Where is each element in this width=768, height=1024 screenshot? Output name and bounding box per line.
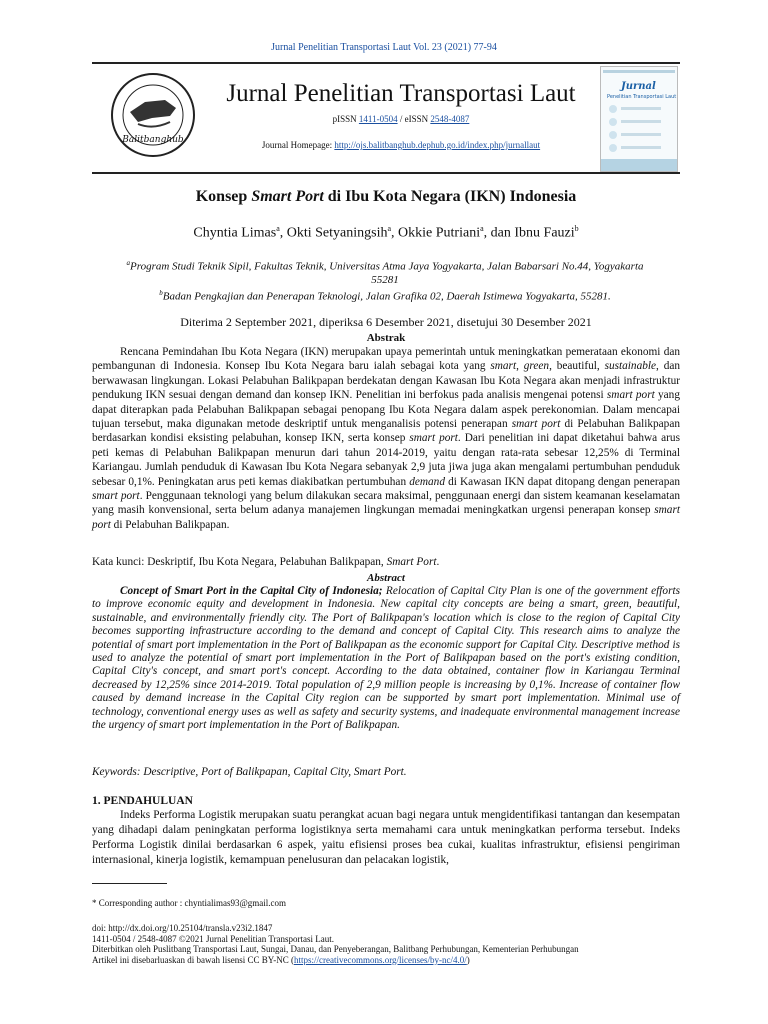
cover-title-1: Jurnal	[621, 81, 656, 92]
kata-kunci: Kata kunci: Deskriptif, Ibu Kota Negara, Pelabuhan Balikpapan, Smart Port.	[92, 556, 440, 568]
journal-title: Jurnal Penelitian Transportasi Laut	[226, 80, 576, 107]
intro-paragraph: Indeks Performa Logistik merupakan suatu perangkat acuan bagi negara untuk mengidentifikasi tantangan dan kesempatan yang dihadapi dalam peningkatan performa logistiknya serta memahami cara untuk meningkatkan performa tersebut. Indeks Performa Logistik dinilai berdasarkan 6 aspek, yaitu efisiensi proses bea cukai, kualitas infrastruktur, efisiensi pengiriman internasional, kinerja logistik, kemampuan penelusuran dan pelacakan logistik,	[92, 809, 680, 866]
journal-cover-thumbnail	[600, 66, 678, 172]
author-list: Chyntia Limas$^a$, Okti Setyaningsih$^a$, Okkie Putriani$^a$, dan Ibnu Fauzi$^b$	[193, 224, 579, 241]
keywords: Keywords: Descriptive, Port of Balikpapan, Capital City, Smart Port.	[92, 766, 407, 778]
affiliation-a: $^a$Program Studi Teknik Sipil, Fakultas Teknik, Universitas Atma Jaya Yogyakarta, Jalan Babarsari No.44, Yogyakarta 55281	[126, 259, 644, 286]
license-link[interactable]: https://creativecommons.org/licenses/by-nc/4.0/	[293, 954, 467, 965]
abstrak-body: Rencana Pemindahan Ibu Kota Negara (IKN) merupakan upaya pemerintah untuk meningkatkan pemerataan ekonomi dan pembangunan di Indonesia. Konsep Ibu Kota Negara baru ialah sebagai kota yang smart, green, beautiful, sustainable, dan berwawasan lingkungan. Lokasi Pelabuhan Balikpapan berdekatan dengan Kawasan Ibu Kota Negara akan menjadi infrastruktur pendukung IKN sesuai dengan demand dan konsep IKN. Penelitian ini berfokus pada analisis mengenai potensi smart port yang dapat diterapkan pada Pelabuhan Balikpapan sebagai penopang Ibu Kota Negara dalam aspek perekonomian. Dalam mencapai tujuan tersebut, maka digunakan metode deskriptif untuk menganalisis potensi penerapan smart port di Pelabuhan Balikpapan berdasarkan kondisi eksisting pelabuhan, konsep IKN, serta konsep smart port. Dari penelitian ini dapat diketahui bahwa arus peti kemas di Pelabuhan Balikpapan menurun dari tahun 2014-2019, yaitu dengan rata-rata sebesar 12,25% di Terminal Kariangau. Jumlah penduduk di Kawasan Ibu Kota Negara sebanyak 2,9 juta jiwa juga akan mengalami pertumbuhan penduduk sebesar 0,1%. Peningkatan arus peti kemas diakibatkan pertumbuhan demand di Kawasan IKN dapat ditopang dengan penerapan smart port. Penggunaan teknologi yang belum dilakukan secara maksimal, penggunaan energi dan sistem keamanan keselamatan yang masih konvensional, serta belum adanya manajemen lingkungan memadai meningkatkan urgensi penerapan konsep smart port di Pelabuhan Balikpapan.	[92, 346, 681, 531]
copyright-line: 1411-0504 / 2548-4087 ©2021 Jurnal Penelitian Transportasi Laut.	[92, 933, 334, 944]
corresponding-author: * Corresponding author : chyntialimas93@gmail.com	[92, 898, 287, 908]
abstract-heading: Abstract	[367, 572, 405, 584]
section-heading-pendahuluan: 1. PENDAHULUAN	[92, 795, 193, 807]
author: Ibnu Fauzi	[514, 225, 575, 241]
footnote-rule	[92, 883, 167, 884]
author: Okkie Putriani	[398, 225, 481, 241]
eissn-link[interactable]: 2548-4087	[430, 114, 470, 124]
pissn-link[interactable]: 1411-0504	[358, 114, 398, 124]
article-footer	[92, 923, 579, 965]
publisher-line: Diterbitkan oleh Puslitbang Transportasi Laut, Sungai, Danau, dan Penyeberangan, Balitbang Perhubungan, Kementerian Perhubungan	[92, 944, 579, 954]
running-header: Jurnal Penelitian Transportasi Laut Vol. 23 (2021) 77-94	[271, 42, 497, 53]
header-bottom-rule	[92, 172, 680, 174]
submission-dates: Diterima 2 September 2021, diperiksa 6 Desember 2021, disetujui 30 Desember 2021	[180, 315, 592, 329]
header-top-rule	[92, 62, 680, 64]
abstract-body: Concept of Smart Port in the Capital City of Indonesia; Relocation of Capital City Plan is one of the government efforts to improve economic equity and development in Indonesia. New capital city concepts are being a smart, green, beautiful, sustainable, and environmentally friendly city. The Port of Balikpapan's location which is close to the region of Capital City becomes supporting infrastructure according to the demand and concept of Capital City. This research aims to analyze the potential of smart port implementation in the Port of Balikpapan as the economic support for Capital City. Descriptive method is used to analyze the potential of smart port implementation in the Port of Balikpapan based on the port's existing condition, Capital City's concept, and smart port's concept. According to the data obtained, container flow in Kariangau Terminal decreased by 12,25% since 2014-2019. Total population of 2,9 million people is increasing by 0,1%. Increase of container flow caused by demand increase in the Capital City region can be supported by smart port implementation. Minimal use of technology, conventional energy uses as well as safety and security systems, and inadequate environmental management increase the urgency of smart port implementation in the Port of Balikpapan.	[92, 585, 680, 732]
abstrak-heading: Abstrak	[366, 332, 406, 344]
issn-line: pISSN 1411-0504 / eISSN 2548-4087	[332, 114, 470, 124]
license-line: Artikel ini disebarluaskan di bawah lisensi CC BY-NC (https://creativecommons.org/licenses/by-nc/4.0/)	[92, 954, 470, 965]
cover-title-2: Penelitian Transportasi Laut	[607, 94, 677, 100]
author: Chyntia Limas	[193, 225, 277, 241]
homepage-link[interactable]: http://ojs.balitbanghub.dephub.go.id/index.php/jurnallaut	[334, 140, 541, 150]
logo-text: Balitbanghub	[122, 135, 184, 145]
author: Okti Setyaningsih	[286, 225, 388, 241]
affiliation-b: $^b$Badan Pengkajian dan Penerapan Teknologi, Jalan Grafika 02, Daerah Istimewa Yogyakarta, 55281.	[159, 289, 611, 303]
balitbanghub-logo	[110, 72, 196, 158]
paper-title: Konsep Smart Port di Ibu Kota Negara (IKN) Indonesia	[195, 188, 577, 205]
journal-homepage: Journal Homepage: http://ojs.balitbanghub.dephub.go.id/index.php/jurnallaut	[261, 140, 541, 150]
doi-line: doi: http://dx.doi.org/10.25104/transla.v23i2.1847	[92, 923, 273, 933]
